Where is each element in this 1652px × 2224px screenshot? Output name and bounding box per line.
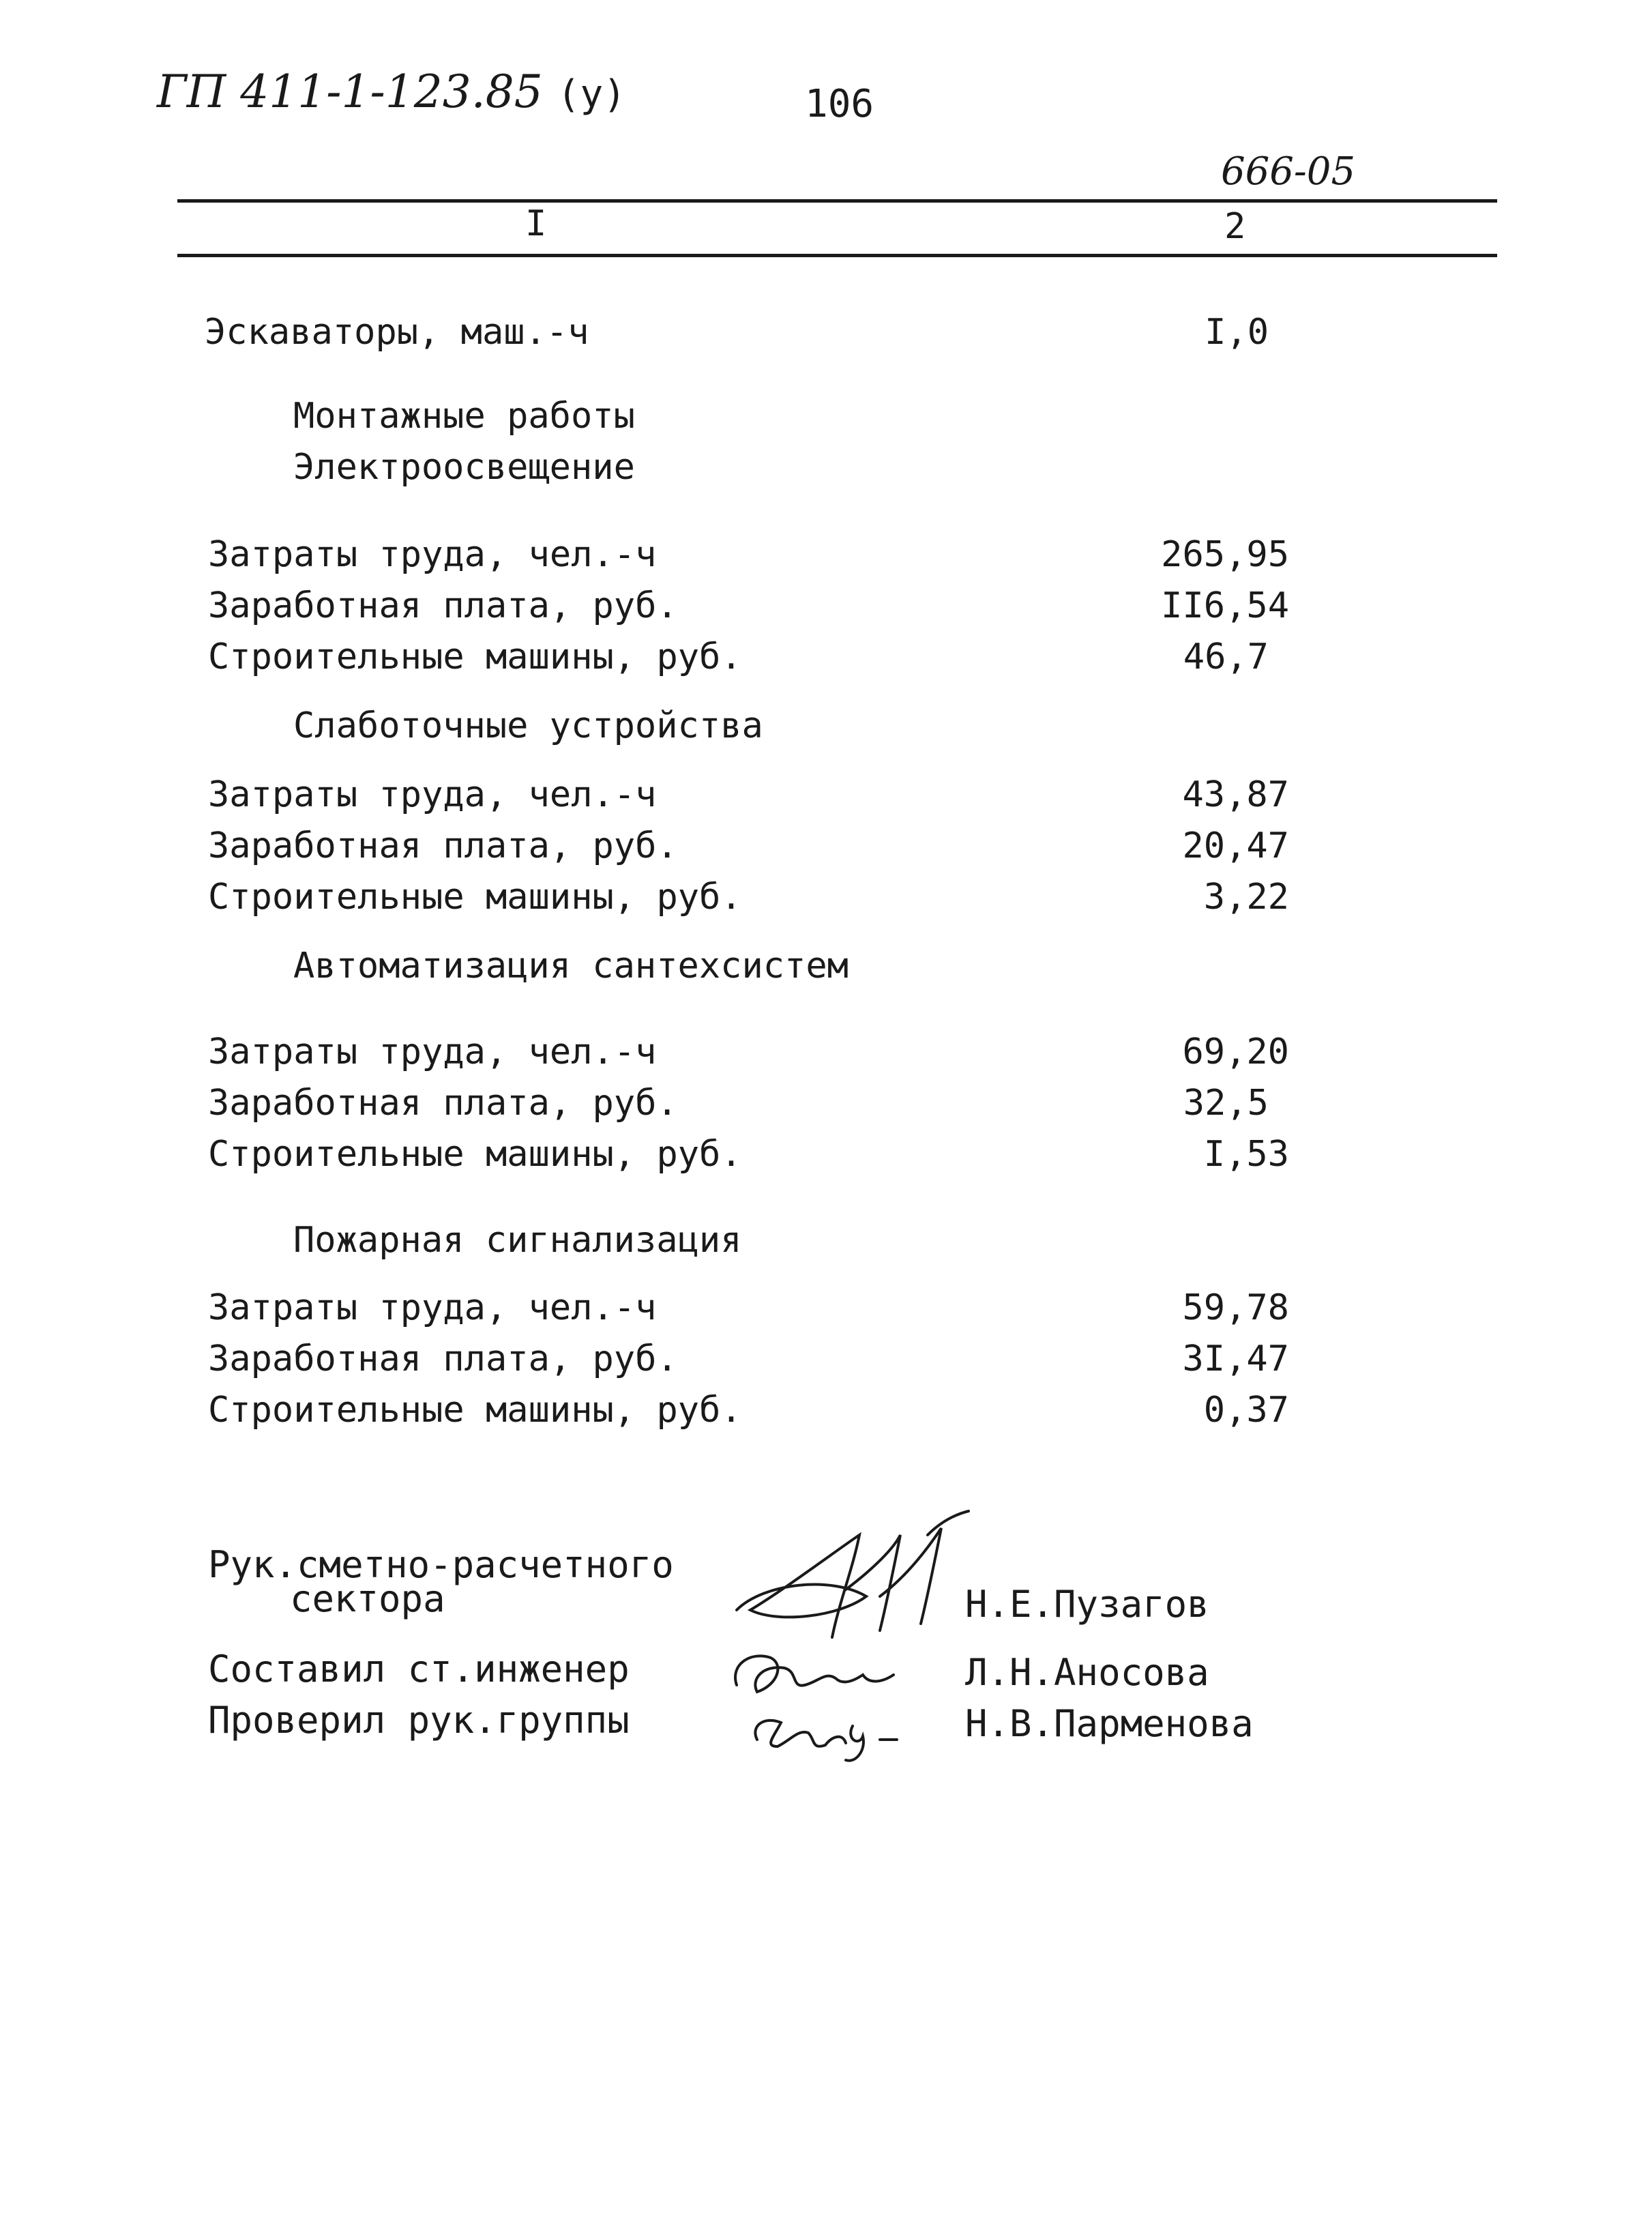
row-label: Эскаваторы, маш.-ч bbox=[205, 312, 589, 353]
row-label: Затраты труда, чел.-ч bbox=[208, 774, 657, 815]
row-label: Затраты труда, чел.-ч bbox=[208, 1287, 657, 1328]
row-value: 265,95 bbox=[1161, 534, 1289, 575]
signature-name: Н.Е.Пузагов bbox=[965, 1583, 1209, 1626]
signature-name: Л.Н.Аносова bbox=[965, 1651, 1209, 1694]
handwritten-signature-3 bbox=[743, 1699, 914, 1774]
row-value: 43,87 bbox=[1182, 774, 1289, 815]
signature-role: Рук.сметно-расчетного bbox=[208, 1543, 674, 1586]
section-heading: Электроосвещение bbox=[293, 447, 635, 488]
row-value: 32,5 bbox=[1183, 1083, 1269, 1124]
row-value: I,53 bbox=[1203, 1134, 1289, 1175]
signature-name: Н.В.Парменова bbox=[965, 1702, 1254, 1745]
row-value: I,0 bbox=[1205, 312, 1269, 353]
row-label: Строительные машины, руб. bbox=[208, 637, 742, 677]
column-header-1: I bbox=[525, 203, 547, 244]
section-heading: Автоматизация сантехсистем bbox=[293, 946, 849, 986]
signature-role: Составил ст.инженер bbox=[208, 1648, 630, 1691]
row-value: 3I,47 bbox=[1182, 1338, 1289, 1379]
document-code-suffix: (у) bbox=[557, 72, 626, 117]
column-header-2: 2 bbox=[1224, 206, 1246, 247]
table-code: 666-05 bbox=[1221, 149, 1356, 194]
row-value: 46,7 bbox=[1183, 637, 1269, 677]
document-code-text: ГП 411-1-123.85 bbox=[157, 65, 543, 118]
row-label: Заработная плата, руб. bbox=[208, 1083, 678, 1124]
signature-role-continuation: сектора bbox=[290, 1577, 445, 1620]
row-label: Заработная плата, руб. bbox=[208, 1338, 678, 1379]
signature-role: Проверил рук.группы bbox=[208, 1699, 630, 1742]
row-label: Строительные машины, руб. bbox=[208, 1134, 742, 1175]
row-label: Заработная плата, руб. bbox=[208, 825, 678, 866]
row-value: 0,37 bbox=[1203, 1390, 1289, 1431]
row-label: Строительные машины, руб. bbox=[208, 1390, 742, 1431]
row-value: II6,54 bbox=[1161, 585, 1289, 626]
section-heading: Монтажные работы bbox=[293, 396, 635, 437]
row-label: Строительные машины, руб. bbox=[208, 877, 742, 918]
page-number: 106 bbox=[805, 82, 874, 126]
row-value: 59,78 bbox=[1182, 1287, 1289, 1328]
row-label: Затраты труда, чел.-ч bbox=[208, 1031, 657, 1072]
table-header-rule bbox=[177, 254, 1497, 257]
row-value: 3,22 bbox=[1203, 877, 1289, 918]
document-code bbox=[157, 65, 626, 122]
table-top-rule bbox=[177, 199, 1497, 203]
row-label: Заработная плата, руб. bbox=[208, 585, 678, 626]
row-value: 20,47 bbox=[1182, 825, 1289, 866]
section-heading: Пожарная сигнализация bbox=[293, 1220, 742, 1261]
row-value: 69,20 bbox=[1182, 1031, 1289, 1072]
section-heading: Слаботочные устройства bbox=[293, 705, 763, 746]
row-label: Затраты труда, чел.-ч bbox=[208, 534, 657, 575]
